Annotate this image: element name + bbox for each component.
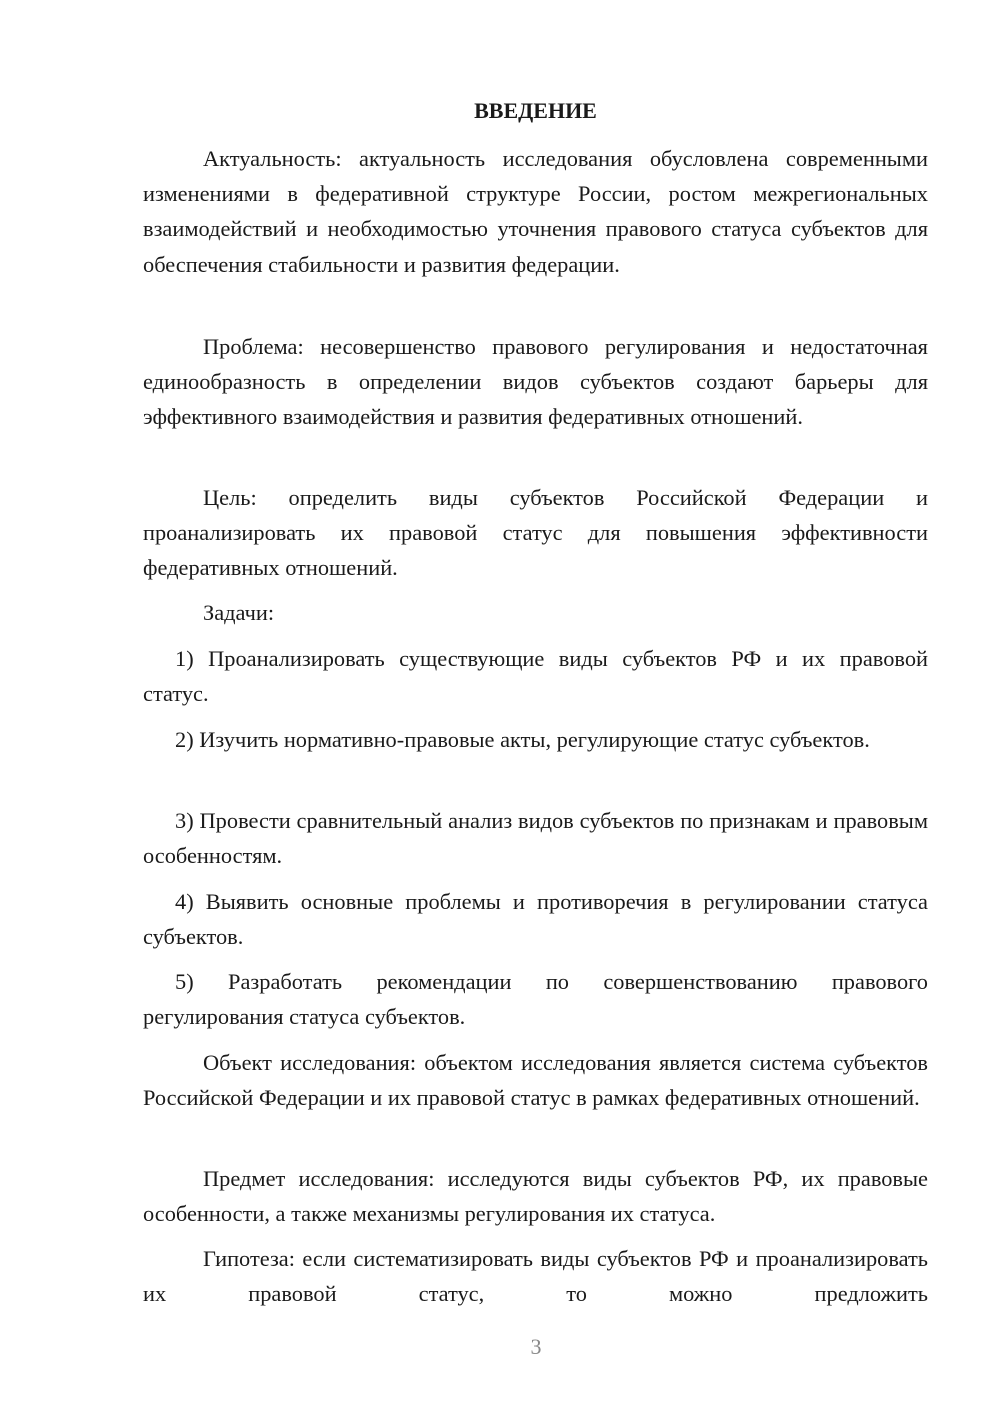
paragraph-hypothesis: Гипотеза: если систематизировать виды субъектов РФ и проанализировать их правовой статус, то можно предложить <box>143 1246 928 1307</box>
paragraph-object: Объект исследования: объектом исследования является система субъектов Российской Федерации и их правовой статус в рамках федеративных отношений. <box>143 1050 928 1111</box>
paragraph-goal: Цель: определить виды субъектов Российской Федерации и проанализировать их правовой статус для повышения эффективности федеративных отношений. <box>143 485 928 581</box>
paragraph-relevance: Актуальность: актуальность исследования обусловлена современными изменениями в федеративной структуре России, ростом межрегиональных взаимодействий и необходимостью уточнения правового статуса субъектов для обеспечения стабильности и развития федерации. <box>143 146 928 277</box>
page-title: ВВЕДЕНИЕ <box>474 98 597 123</box>
paragraph-problem: Проблема: несовершенство правового регулирования и недостаточная единообразность в определении видов субъектов создают барьеры для эффективного взаимодействия и развития федеративных отношений. <box>143 334 928 430</box>
paragraph-subject: Предмет исследования: исследуются виды субъектов РФ, их правовые особенности, а также механизмы регулирования их статуса. <box>143 1166 928 1227</box>
task-item-1: 1) Проанализировать существующие виды субъектов РФ и их правовой статус. <box>143 646 928 707</box>
task-item-5: 5) Разработать рекомендации по совершенствованию правового регулирования статуса субъектов. <box>143 969 928 1030</box>
page-number: 3 <box>530 1334 542 1359</box>
task-item-4: 4) Выявить основные проблемы и противоречия в регулировании статуса субъектов. <box>143 889 928 950</box>
task-item-2: 2) Изучить нормативно-правовые акты, регулирующие статус субъектов. <box>175 727 870 752</box>
tasks-label: Задачи: <box>203 600 275 625</box>
task-item-3: 3) Провести сравнительный анализ видов субъектов по признакам и правовым особенностям. <box>143 808 928 869</box>
